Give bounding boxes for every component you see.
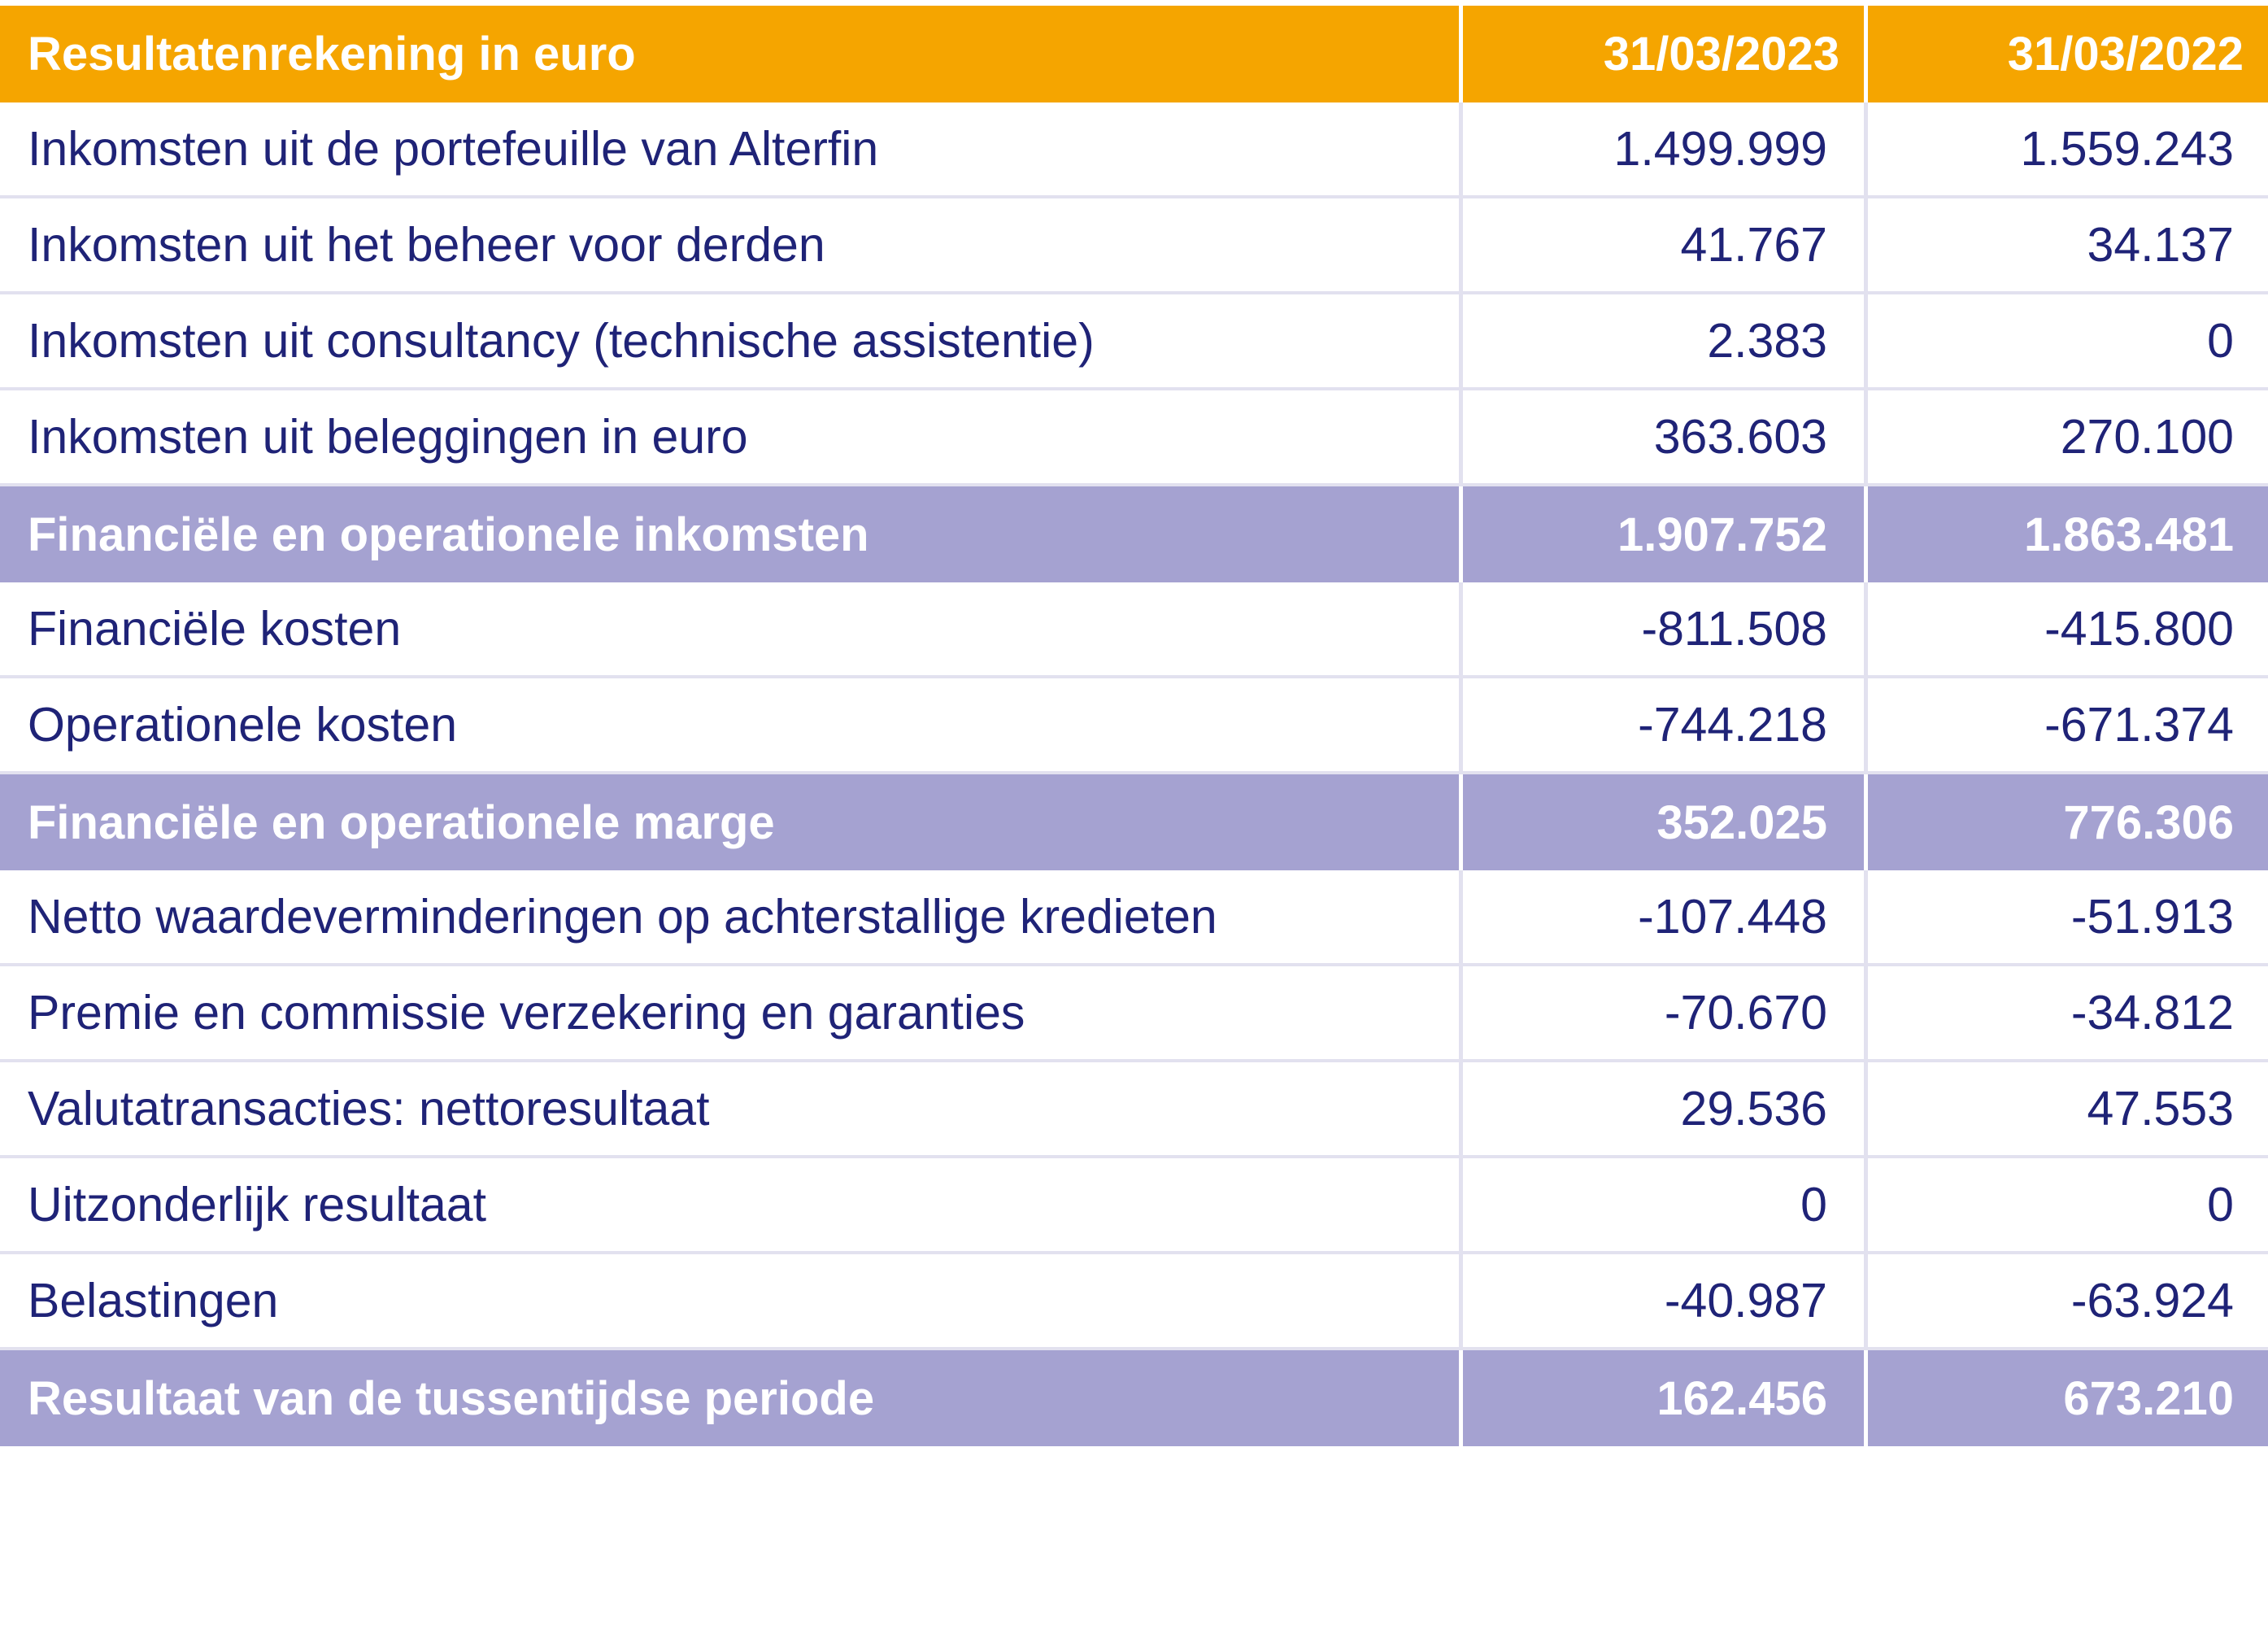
table-row bbox=[0, 678, 2268, 774]
row-value-2023: 0 bbox=[1459, 1158, 1864, 1251]
row-value-2022: -51.913 bbox=[1864, 870, 2268, 963]
row-label: Inkomsten uit de portefeuille van Alterfin bbox=[28, 122, 879, 176]
row-label: Inkomsten uit het beheer voor derden bbox=[28, 218, 825, 272]
subtotal-label: Resultaat van de tussentijdse periode bbox=[28, 1371, 875, 1425]
row-label: Netto waardeverminderingen op achterstallige kredieten bbox=[28, 890, 1217, 944]
subtotal-value-2022: 776.306 bbox=[1864, 774, 2268, 870]
income-statement-table bbox=[0, 6, 2268, 1446]
row-label: Operationele kosten bbox=[28, 698, 458, 752]
subtotal-value-2022: 673.210 bbox=[1864, 1350, 2268, 1446]
row-value-2022: 47.553 bbox=[1864, 1062, 2268, 1155]
row-label: Financiële kosten bbox=[28, 602, 402, 656]
header-col-2023: 31/03/2023 bbox=[1459, 6, 1864, 102]
table-row bbox=[0, 582, 2268, 678]
header-label: Resultatenrekening in euro bbox=[28, 28, 636, 81]
row-label: Inkomsten uit beleggingen in euro bbox=[28, 410, 748, 464]
row-value-2023: -70.670 bbox=[1459, 966, 1864, 1059]
subtotal-row bbox=[0, 486, 2268, 582]
row-label: Uitzonderlijk resultaat bbox=[28, 1178, 487, 1231]
row-value-2023: -744.218 bbox=[1459, 678, 1864, 771]
row-value-2023: 41.767 bbox=[1459, 198, 1864, 291]
row-value-2022: 34.137 bbox=[1864, 198, 2268, 291]
row-value-2023: 1.499.999 bbox=[1459, 102, 1864, 195]
row-value-2022: 0 bbox=[1864, 1158, 2268, 1251]
table-row bbox=[0, 102, 2268, 198]
subtotal-value-2022: 1.863.481 bbox=[1864, 486, 2268, 582]
table-row bbox=[0, 870, 2268, 966]
row-value-2023: 2.383 bbox=[1459, 294, 1864, 387]
table-row bbox=[0, 294, 2268, 390]
table-row bbox=[0, 1062, 2268, 1158]
subtotal-value-2023: 162.456 bbox=[1459, 1350, 1864, 1446]
header-col-2022: 31/03/2022 bbox=[1864, 6, 2268, 102]
row-value-2022: -34.812 bbox=[1864, 966, 2268, 1059]
subtotal-value-2023: 1.907.752 bbox=[1459, 486, 1864, 582]
row-label: Valutatransacties: nettoresultaat bbox=[28, 1082, 710, 1136]
row-value-2023: 29.536 bbox=[1459, 1062, 1864, 1155]
subtotal-label: Financiële en operationele inkomsten bbox=[28, 508, 869, 561]
row-value-2022: -63.924 bbox=[1864, 1254, 2268, 1347]
row-label: Belastingen bbox=[28, 1274, 279, 1327]
table-row bbox=[0, 1158, 2268, 1254]
table-row bbox=[0, 966, 2268, 1062]
table-row bbox=[0, 1254, 2268, 1350]
row-value-2023: -40.987 bbox=[1459, 1254, 1864, 1347]
row-value-2023: -107.448 bbox=[1459, 870, 1864, 963]
row-value-2022: -671.374 bbox=[1864, 678, 2268, 771]
subtotal-value-2023: 352.025 bbox=[1459, 774, 1864, 870]
row-value-2023: 363.603 bbox=[1459, 390, 1864, 483]
row-value-2022: 0 bbox=[1864, 294, 2268, 387]
subtotal-row bbox=[0, 774, 2268, 870]
subtotal-row bbox=[0, 1350, 2268, 1446]
row-label: Premie en commissie verzekering en garanties bbox=[28, 986, 1025, 1040]
row-label: Inkomsten uit consultancy (technische assistentie) bbox=[28, 314, 1095, 368]
row-value-2023: -811.508 bbox=[1459, 582, 1864, 675]
table-header-row bbox=[0, 6, 2268, 102]
row-value-2022: 1.559.243 bbox=[1864, 102, 2268, 195]
subtotal-label: Financiële en operationele marge bbox=[28, 796, 775, 849]
row-value-2022: -415.800 bbox=[1864, 582, 2268, 675]
row-value-2022: 270.100 bbox=[1864, 390, 2268, 483]
table-row bbox=[0, 198, 2268, 294]
table-row bbox=[0, 390, 2268, 486]
